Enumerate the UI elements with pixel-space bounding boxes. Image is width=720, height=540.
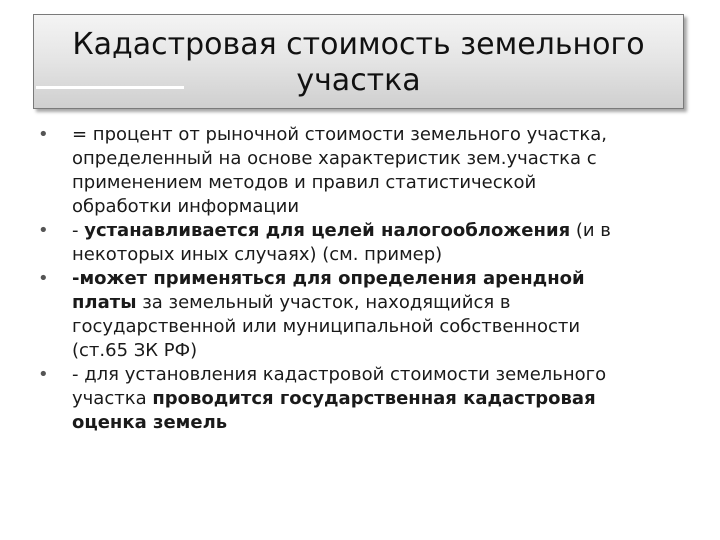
bullet-2-prefix: -	[72, 220, 85, 241]
bullet-2-suffix: (и в	[570, 220, 611, 241]
bullet-marker: •	[38, 364, 49, 385]
bullet-item-2	[38, 219, 698, 267]
bullet-item-3	[38, 267, 698, 363]
bullet-2-bold-text: устанавливается для целей налогообложения	[84, 220, 571, 241]
bullet-4-line-2	[72, 387, 698, 411]
bullet-4-line-1: - для установления кадастровой стоимости земельного	[72, 364, 607, 385]
bullet-3-line-2	[72, 291, 698, 315]
bullet-item-4	[38, 363, 698, 435]
bullet-3-rest: за земельный участок, находящийся в	[136, 292, 511, 313]
slide-title-line-2: участка	[296, 63, 421, 98]
bullet-4-prefix: участка	[72, 388, 153, 409]
bullet-marker: •	[38, 220, 49, 241]
slide-title-line-1: Кадастровая стоимость земельного	[72, 27, 645, 62]
bullet-1-line-4: обработки информации	[72, 196, 300, 217]
bullet-3-line-3: государственной или муниципальной собственности	[72, 316, 581, 337]
bullet-2-line-1	[72, 219, 698, 243]
bullet-1-line-3: применением методов и правил статистической	[72, 172, 537, 193]
bullet-2-line-2: некоторых иных случаях) (см. пример)	[72, 244, 443, 265]
bullet-1-line-2: определенный на основе характеристик зем.участка с	[72, 148, 597, 169]
bullet-3-line-4: (ст.65 ЗК РФ)	[72, 340, 198, 361]
title-underline-decoration	[36, 86, 184, 89]
bullet-3-bold-text: платы	[72, 292, 137, 313]
bullet-4-line-3: оценка земель	[72, 412, 228, 433]
bullet-1-line-1: = процент от рыночной стоимости земельного участка,	[72, 124, 607, 145]
bullet-4-bold-text: проводится государственная кадастровая	[152, 388, 596, 409]
bullet-list	[38, 123, 698, 435]
bullet-item-1	[38, 123, 698, 219]
bullet-marker: •	[38, 124, 49, 145]
slide-title-box	[33, 14, 684, 109]
bullet-marker: •	[38, 268, 49, 289]
bullet-3-line-1: -может применяться для определения арендной	[72, 268, 585, 289]
